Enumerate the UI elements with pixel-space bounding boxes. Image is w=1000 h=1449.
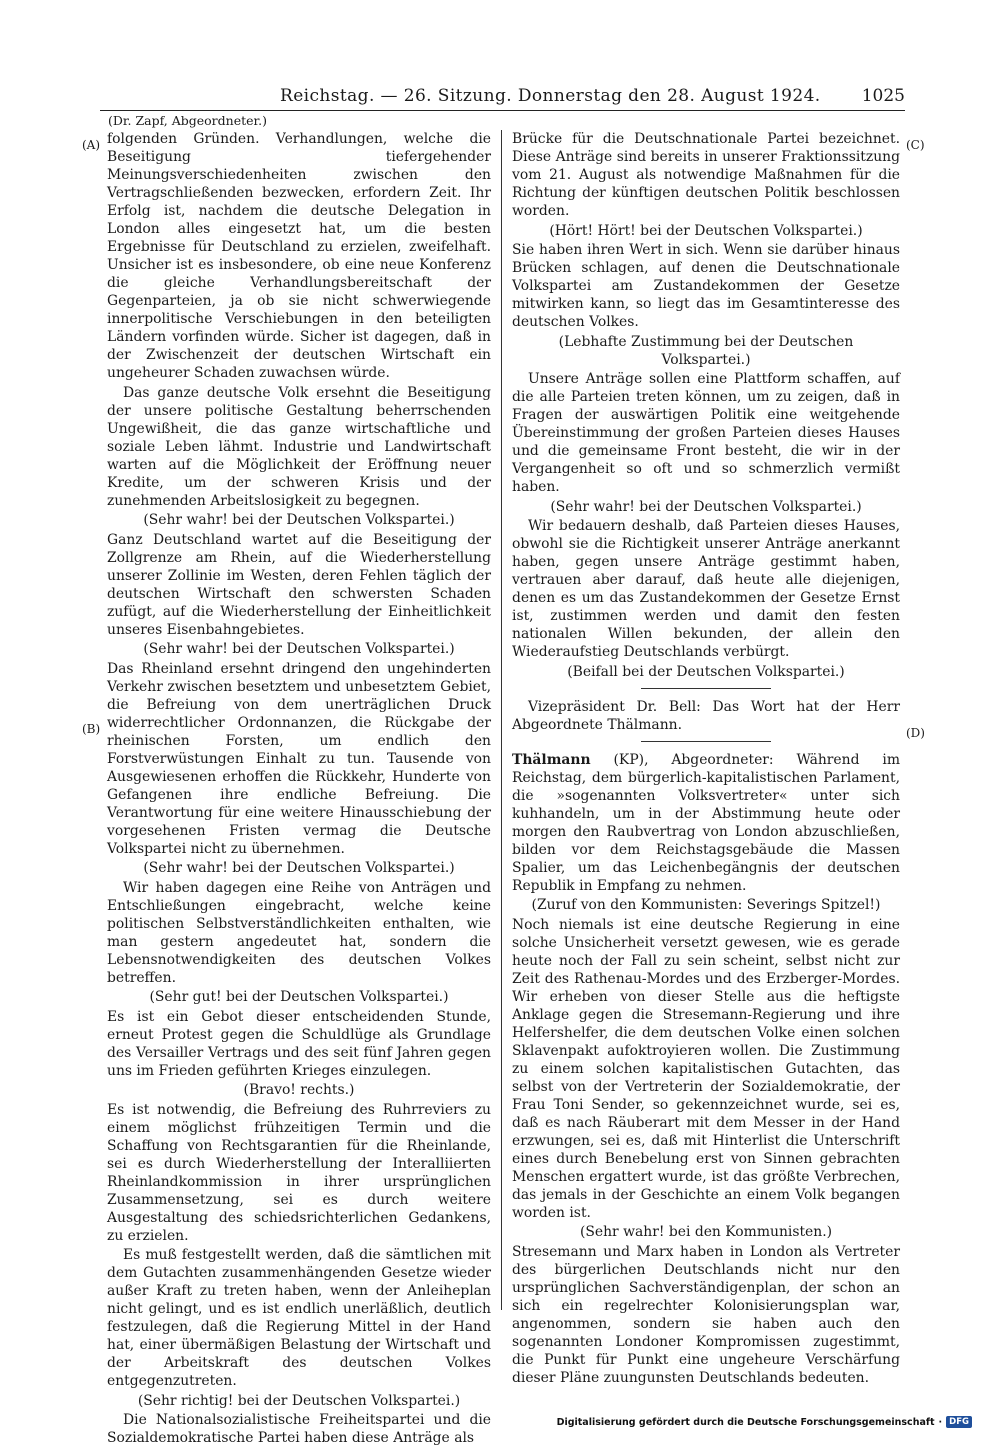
margin-label-c: (C) — [906, 138, 925, 152]
interjection: (Sehr gut! bei der Deutschen Volkspartei.) — [149, 989, 449, 1005]
page-header — [100, 86, 905, 111]
header-title: Reichstag. — 26. Sitzung. Donnerstag den 28. August 1924. — [280, 86, 821, 106]
interjection: (Sehr wahr! bei den Kommunisten.) — [579, 1224, 833, 1240]
interjection: (Beifall bei der Deutschen Volkspartei.) — [567, 663, 845, 680]
body-paragraph: Das ganze deutsche Volk ersehnt die Beseitigung der unsere politische Gestaltung beherrschenden Ungewißheit, die das ganze wirtschaftliche und soziale Leben lähmt. Industrie und Landwirtschaft warten auf die Möglichkeit der Eröffnung neuer Kredite, um der schweren Krisis und der zunehmenden Arbeitslosigkeit zu begegnen. — [107, 384, 491, 509]
footer — [557, 1416, 972, 1428]
dfg-logo: DFG — [946, 1416, 972, 1428]
body-paragraph: folgenden Gründen. Verhandlungen, welche die Beseitigung tiefergehender Meinungsverschiedenheiten zwischen den Vertragschließenden bezwecken, erfordern Zeit. Ihr Erfolg ist, nachdem die deutsche Delegation in London alles eingesetzt hat, um die besten Ergebnisse für Deutschland zu erzielen, zweifelhaft. Unsicher ist es insbesondere, ob eine neue Konferenz die gleiche Verhandlungsbereitschaft der Gegenparteien, ja ob sie nicht schwerwiegende innerpolitische Verschiebungen in den beteiligten Ländern vorfinden würde. Sicher ist dagegen, daß in der Zwischenzeit der deutschen Wirtschaft ein ungeheurer Schaden zuwachsen würde. — [107, 131, 491, 381]
body-paragraph: Es ist ein Gebot dieser entscheidenden Stunde, erneut Protest gegen die Schuldlüge als Grundlage des Versailler Vertrags und des seit fünf Jahren gegen uns im Frieden geführten Krieges einzulegen. — [107, 1008, 491, 1079]
interjection: (Sehr wahr! bei der Deutschen Volkspartei.) — [143, 512, 455, 528]
column-divider — [501, 130, 502, 1310]
body-paragraph: Unsere Anträge sollen eine Plattform schaffen, auf die alle Parteien treten können, um zu zeigen, daß in Fragen der auswärtigen Politik eine weitgehende Übereinstimmung der großen Parteien dieses Hauses und die gemeinsame Front besteht, die wir in der Vergangenheit so oft und so schmerzlich vermißt haben. — [512, 371, 900, 495]
margin-label-a: (A) — [82, 138, 101, 152]
speaker-tag: (Dr. Zapf, Abgeordneter.) — [108, 113, 267, 128]
body-paragraph: Das Rheinland ersehnt dringend den ungehinderten Verkehr zwischen besetztem und unbesetztem Gebiet, die Befreiung von dem unerträglichen Druck widerrechtlicher Ordonnanzen, die Rückgabe der rheinischen Forsten, um endlich den Forstverwüstungen Einhalt zu tun. Tausende von Ausgewiesenen erhoffen die Rückkehr, Hunderte von Gefangenen ihre endliche Befreiung. Die Verantwortung für eine weitere Hinausschiebung der vorgesehenen Fristen vermag die Deutsche Volkspartei nicht zu übernehmen. — [107, 660, 491, 857]
body-paragraph: Wir bedauern deshalb, daß Parteien dieses Hauses, obwohl sie die Richtigkeit unserer Anträge anerkannt haben, gegen unsere Anträge gestimmt haben, vertrauen aber darauf, daß heute alle diejenigen, denen es um das Zustandekommen der Gesetze Ernst ist, zustimmen werden und damit den festen nationalen Willen bekunden, der allein den Wiederaufstieg Deutschlands verbürgt. — [512, 518, 900, 660]
body-paragraph: Es muß festgestellt werden, daß die sämtlichen mit dem Gutachten zusammenhängenden Gesetze wieder außer Kraft zu treten haben, wenn der Anleiheplan nicht gelingt, und es ist endlich unerläßlich, deutlich festzulegen, daß die Regierung Mittel in der Hand hat, einer übermäßigen Belastung der Wirtschaft und der Arbeitskraft des deutschen Volkes entgegenzutreten. — [107, 1247, 491, 1389]
body-paragraph: Stresemann und Marx haben in London als Vertreter des bürgerlichen Deutschlands nicht nur den ursprünglichen Sachverständigenplan, der schon an sich ein regelrechter Kolonisierungsplan war, angenommen, sondern sie haben auch den sogenannten Londoner Kompromissen zugestimmt, die Punkt für Punkt eine ungeheure Verschärfung dieser Pläne zuungunsten Deutschlands bedeuten. — [512, 1243, 900, 1386]
speech-paragraph — [512, 751, 900, 895]
body-paragraph: Noch niemals ist eine deutsche Regierung in eine solche Unsicherheit versetzt gewesen, wie es gerade heute noch der Fall zu sein scheint, selbst nicht zur Zeit des Rathenau-Mordes und des Erzberger-Mordes. Wir erheben von dieser Stelle aus die heftigste Anklage gegen die Stresemann-Regierung und ihre Helfershelfer, die dem deutschen Volke einen solchen Sklavenpakt aufoktroyieren wollen. Die Zustimmung zu einem solchen kapitalistischen Gutachten, das selbst von der Vertreterin der Sozialdemokratie, der Frau Toni Sender, so gekennzeichnet wurde, sei es, daß es nach Räuberart mit dem Messer in der Hand erzwungen, sei es, daß mit Hinterlist die Unterschrift eines durch Benebelung erst von Sinnen gebrachten Menschen ergattert wurde, ist das größte Verbrechen, das jemals in der Geschichte an einem Volk begangen worden ist. — [512, 916, 900, 1221]
footer-separator: · — [938, 1416, 943, 1428]
interjection: (Lebhafte Zustimmung bei der Deutschen Volkspartei.) — [558, 333, 854, 368]
left-column — [107, 130, 491, 1449]
interjection: (Zuruf von den Kommunisten: Severings Spitzel!) — [531, 897, 881, 913]
body-paragraph: Brücke für die Deutschnationale Partei bezeichnet. Diese Anträge sind bereits in unserer Fraktionssitzung vom 21. August als notwendige Maßnahmen für die Richtung der künftigen deutschen Politik beschlossen worden. — [512, 131, 900, 219]
page-number: 1025 — [861, 86, 905, 106]
right-column — [512, 130, 900, 1388]
body-paragraph: Ganz Deutschland wartet auf die Beseitigung der Zollgrenze am Rhein, auf die Wiederherstellung unserer Zollinie im Westen, deren Fehlen täglich der deutschen Wirtschaft den schwersten Schaden zufügt, auf die Wiederherstellung der Einheitlichkeit unseres Eisenbahngebietes. — [107, 531, 491, 638]
footer-text: Digitalisierung gefördert durch die Deutsche Forschungsgemeinschaft — [556, 1416, 935, 1428]
interjection: (Sehr wahr! bei der Deutschen Volkspartei.) — [550, 498, 862, 515]
interjection: (Hört! Hört! bei der Deutschen Volkspartei.) — [549, 222, 863, 239]
body-paragraph: Vizepräsident Dr. Bell: Das Wort hat der Herr Abgeordnete Thälmann. — [512, 698, 900, 733]
interjection: (Sehr wahr! bei der Deutschen Volkspartei.) — [143, 641, 455, 657]
section-rule — [641, 688, 771, 689]
margin-label-b: (B) — [82, 722, 101, 736]
speech-text: (KP), Abgeordneter: Während im Reichstag, dem bürgerlich-kapitalistischen Parlament, die »sogenannten Volksvertreter« unter sich kuhhandeln, um in der Abstimmung heute oder morgen den Raubvertrag von London abzuschließen, bilden vor dem Reichstagsgebäude die Massen Spalier, um das Leichenbegängnis der deutschen Republik in Empfang zu nehmen. — [512, 751, 900, 894]
body-paragraph: Die Nationalsozialistische Freiheitspartei und die Sozialdemokratische Partei haben diese Anträge als — [107, 1412, 491, 1446]
interjection: (Sehr richtig! bei der Deutschen Volkspartei.) — [137, 1392, 461, 1409]
body-paragraph: Sie haben ihren Wert in sich. Wenn sie darüber hinaus Brücken schlagen, auf denen die Deutschnationale Volkspartei am Zustandekommen der Gesetze mitwirken kann, so liegt das im Gesamtinteresse des deutschen Volkes. — [512, 242, 900, 330]
speaker-name: Thälmann — [512, 751, 591, 768]
interjection: (Sehr wahr! bei der Deutschen Volkspartei.) — [143, 860, 455, 876]
section-rule — [641, 741, 771, 742]
body-paragraph: Wir haben dagegen eine Reihe von Anträgen und Entschließungen eingebracht, welche keine politischen Selbstverständlichkeiten enthalten, wie man gestern angedeutet hat, sondern die Lebensnotwendigkeiten des deutschen Volkes betreffen. — [107, 879, 491, 986]
body-paragraph: Es ist notwendig, die Befreiung des Ruhrreviers zu einem möglichst frühzeitigen Termin und die Schaffung von Rechtsgarantien für die Rheinlande, sei es durch Wiederherstellung der Interalliierten Rheinlandkommission in ihrer ursprünglichen Zusammensetzung, sei es durch weitere Ausgestaltung des schiedsrichterlichen Gedankens, zu erzielen. — [107, 1101, 491, 1244]
margin-label-d: (D) — [906, 726, 925, 740]
interjection: (Bravo! rechts.) — [243, 1082, 355, 1098]
